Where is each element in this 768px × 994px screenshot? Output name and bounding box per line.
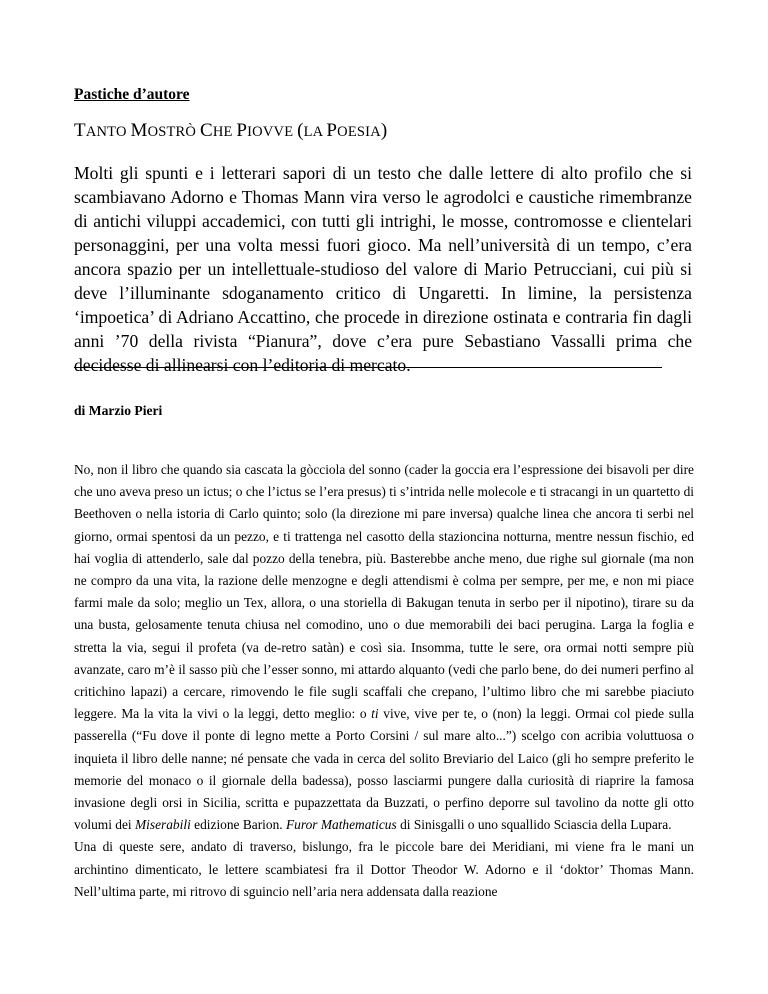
book-title-miserabili: Miserabili	[135, 817, 191, 833]
article-title: TANTO MOSTRÒ CHE PIOVVE (LA POESIA)	[74, 120, 388, 141]
article-body	[74, 459, 694, 903]
author-byline: di Marzio Pieri	[74, 403, 163, 418]
book-title-furor-mathematicus: Furor Mathematicus	[286, 817, 397, 833]
emphasis-ti: ti	[371, 706, 379, 722]
article-abstract: Molti gli spunti e i letterari sapori di un testo che dalle lettere di alto profilo che si scambiavano Adorno e Thomas Mann vira verso le agrodolci e caustiche rimembranze di antichi viluppi accademici, con tutti gli intrighi, le mosse, contromosse e clientelari personaggini, per una volta messi fuori gioco. Ma nell’università di un tempo, c’era ancora spazio per un intellettuale-studioso del valore di Mario Petrucciani, cui più si deve l’illuminante sdoganamento critico di Ungaretti. In limine, la persistenza ‘impoetica’ di Adriano Accattino, che procede in direzione ostinata e contraria fin dagli anni ’70 della rivista “Pianura”, dove c’era pure Sebastiano Vassalli prima che decidesse di allinearsi con l’editoria di mercato.	[74, 163, 692, 375]
separator-rule	[74, 367, 662, 368]
body-paragraph-2: Una di queste sere, andato di traverso, bislungo, fra le piccole bare dei Meridiani, mi viene fra le mani un archintino dimenticato, le lettere scambiatesi fra il Dottor Theodor W. Adorno e il ‘doktor’ Thomas Mann. Nell’ultima parte, mi ritrovo di sguincio nell’aria nera addensata dalla reazione	[74, 839, 694, 899]
body-paragraph-1: No, non il libro che quando sia cascata la gòcciola del sonno (cader la goccia era l’espressione dei bisavoli per dire che uno aveva preso un ictus; o che l’ictus se l’era presus) ti s’intrida nelle molecole e ti stracangi in un quartetto di Beethoven o nella istoria di Carlo quinto; solo (la direzione mi pare inversa) qualche linea che ancora ti serbi nel giorno, ormai spentosi da un pezzo, e ti trattenga nel casotto della stazioncina notturna, mentre nessun fischio, ed hai voglia di attenderlo, sale dal pozzo della tenebra, più. Basterebbe anche meno, due righe sul giornale (ma non ne compro da una vita, la razione delle menzogne e degli attendismi è colma per sempre, per me, e non mi piace farmi male da solo; meglio un Tex, allora, o una storiella di Bakugan tenuta in serbo per il nipotino), tirare su da una busta, gelosamente tenuta chiusa nel comodino, uno o due memorabili dei baci perugina. Larga la foglia e stretta la via, segui il profeta (va de-retro satàn) e così sia. Insomma, tutte le sere, ora ormai notti sempre più avanzate, caro m’è il sasso più che l’esser sonno, mi attardo alquanto (vedi che parlo bene, do dei numeri perfino al critichino lapazi) a cercare, rimovendo le file sugli scaffali che crepano, l’ultimo libro che mi sarebbe piaciuto leggere. Ma la vita la vivi o la leggi, detto meglio: o ti vive, vive per te, o (non) la leggi. Ormai col piede sulla passerella (“Fu dove il ponte di legno mette a Porto Corsini / sul mare alto...”) scelgo con acribia voluttuosa o inquieta il libro delle nanne; né pensate che vada in cerca del solito Breviario del Laico (gli ho sempre preferito le memorie del monaco o il giornale della badessa), posso lasciarmi pungere dalla curiosità di riaprire la famosa invasione degli orsi in Sicilia, scritta e pupazzettata da Buzzati, o perfino deporre sul tavolino da notte gli otto volumi dei Miserabili edizione Barion. Furor Mathematicus di Sinisgalli o uno squallido Sciascia della Lupara.	[74, 462, 694, 833]
section-label: Pastiche d’autore	[74, 86, 190, 103]
